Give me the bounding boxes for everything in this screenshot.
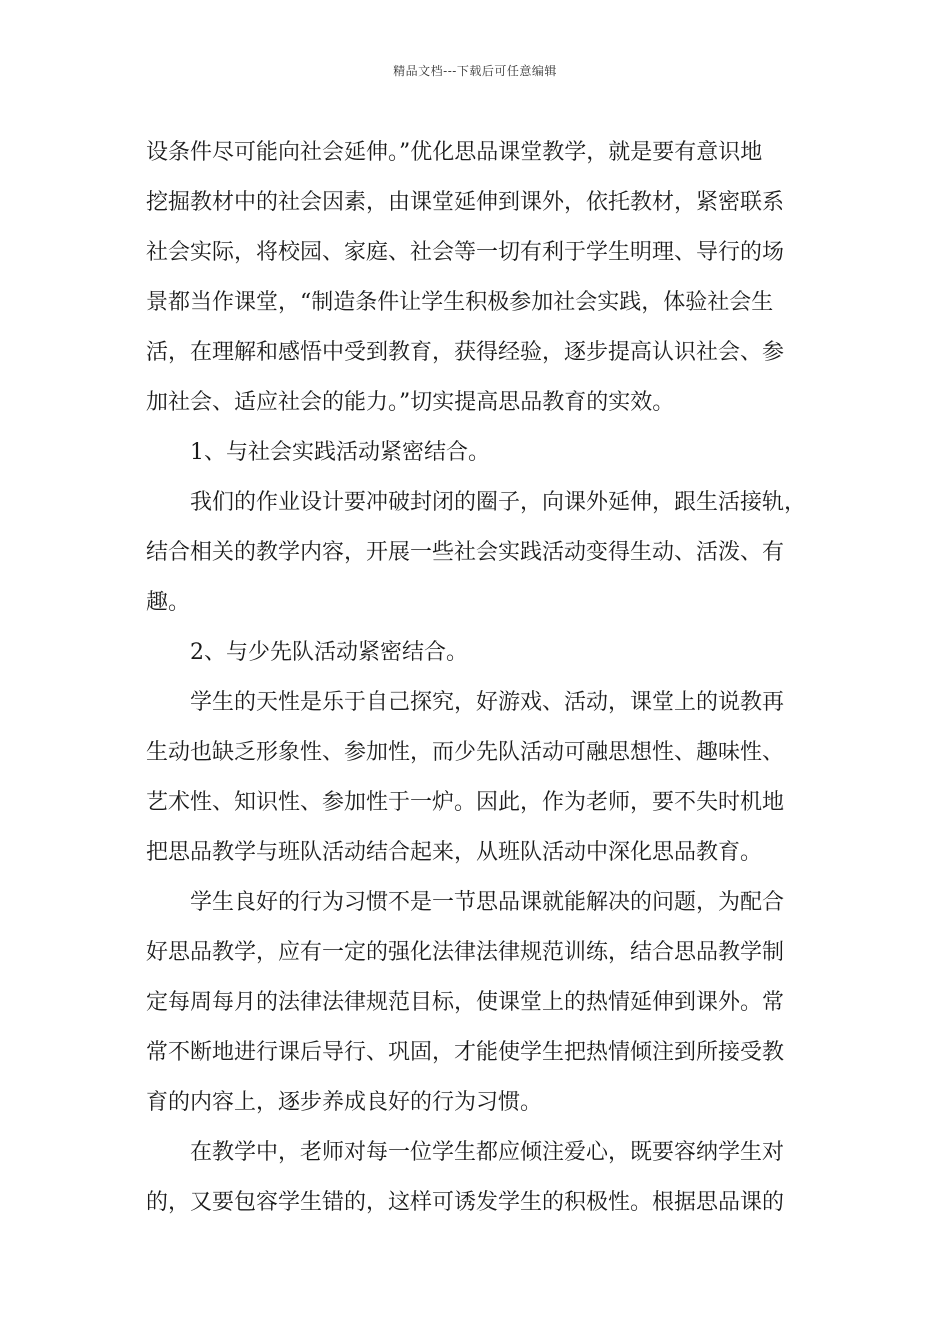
text-line: 育的内容上，逐步养成良好的行为习惯。: [146, 1090, 543, 1115]
page-header: 精品文档---下载后可任意编辑: [393, 64, 557, 78]
text-line: 社会实际，将校园、家庭、社会等一切有利于学生明理、导行的场: [146, 240, 785, 265]
section-heading: 2、与少先队活动紧密结合。: [190, 640, 468, 665]
text-line: 的，又要包容学生错的，这样可诱发学生的积极性。根据思品课的: [146, 1190, 785, 1215]
text-line: 在教学中，老师对每一位学生都应倾注爱心，既要容纳学生对: [190, 1140, 785, 1165]
section-heading: 1、与社会实践活动紧密结合。: [190, 440, 490, 465]
text-line: 把思品教学与班队活动结合起来，从班队活动中深化思品教育。: [146, 840, 763, 865]
text-line: 景都当作课堂，“制造条件让学生积极参加社会实践，体验社会生: [146, 290, 774, 315]
text-line: 挖掘教材中的社会因素，由课堂延伸到课外，依托教材，紧密联系: [146, 190, 785, 215]
document-body: [146, 128, 826, 1228]
text-line: 趣。: [146, 590, 191, 615]
text-line: 定每周每月的法律法律规范目标，使课堂上的热情延伸到课外。常: [146, 990, 785, 1015]
text-line: 学生的天性是乐于自己探究，好游戏、活动，课堂上的说教再: [190, 690, 785, 715]
text-line: 结合相关的教学内容，开展一些社会实践活动变得生动、活泼、有: [146, 540, 785, 565]
text-line: 活，在理解和感悟中受到教育，获得经验，逐步提高认识社会、参: [146, 340, 785, 365]
text-line: 常不断地进行课后导行、巩固，才能使学生把热情倾注到所接受教: [146, 1040, 785, 1065]
text-line: 设条件尽可能向社会延伸。”优化思品课堂教学，就是要有意识地: [146, 140, 763, 165]
text-line: 学生良好的行为习惯不是一节思品课就能解决的问题，为配合: [190, 890, 785, 915]
text-line: 加社会、适应社会的能力。”切实提高思品教育的实效。: [146, 390, 675, 415]
text-line: 我们的作业设计要冲破封闭的圈子，向课外延伸，跟生活接轨，: [190, 490, 807, 515]
text-line: 艺术性、知识性、参加性于一炉。因此，作为老师，要不失时机地: [146, 790, 785, 815]
text-line: 生动也缺乏形象性、参加性，而少先队活动可融思想性、趣味性、: [146, 740, 785, 765]
text-line: 好思品教学，应有一定的强化法律法律规范训练，结合思品教学制: [146, 940, 785, 965]
